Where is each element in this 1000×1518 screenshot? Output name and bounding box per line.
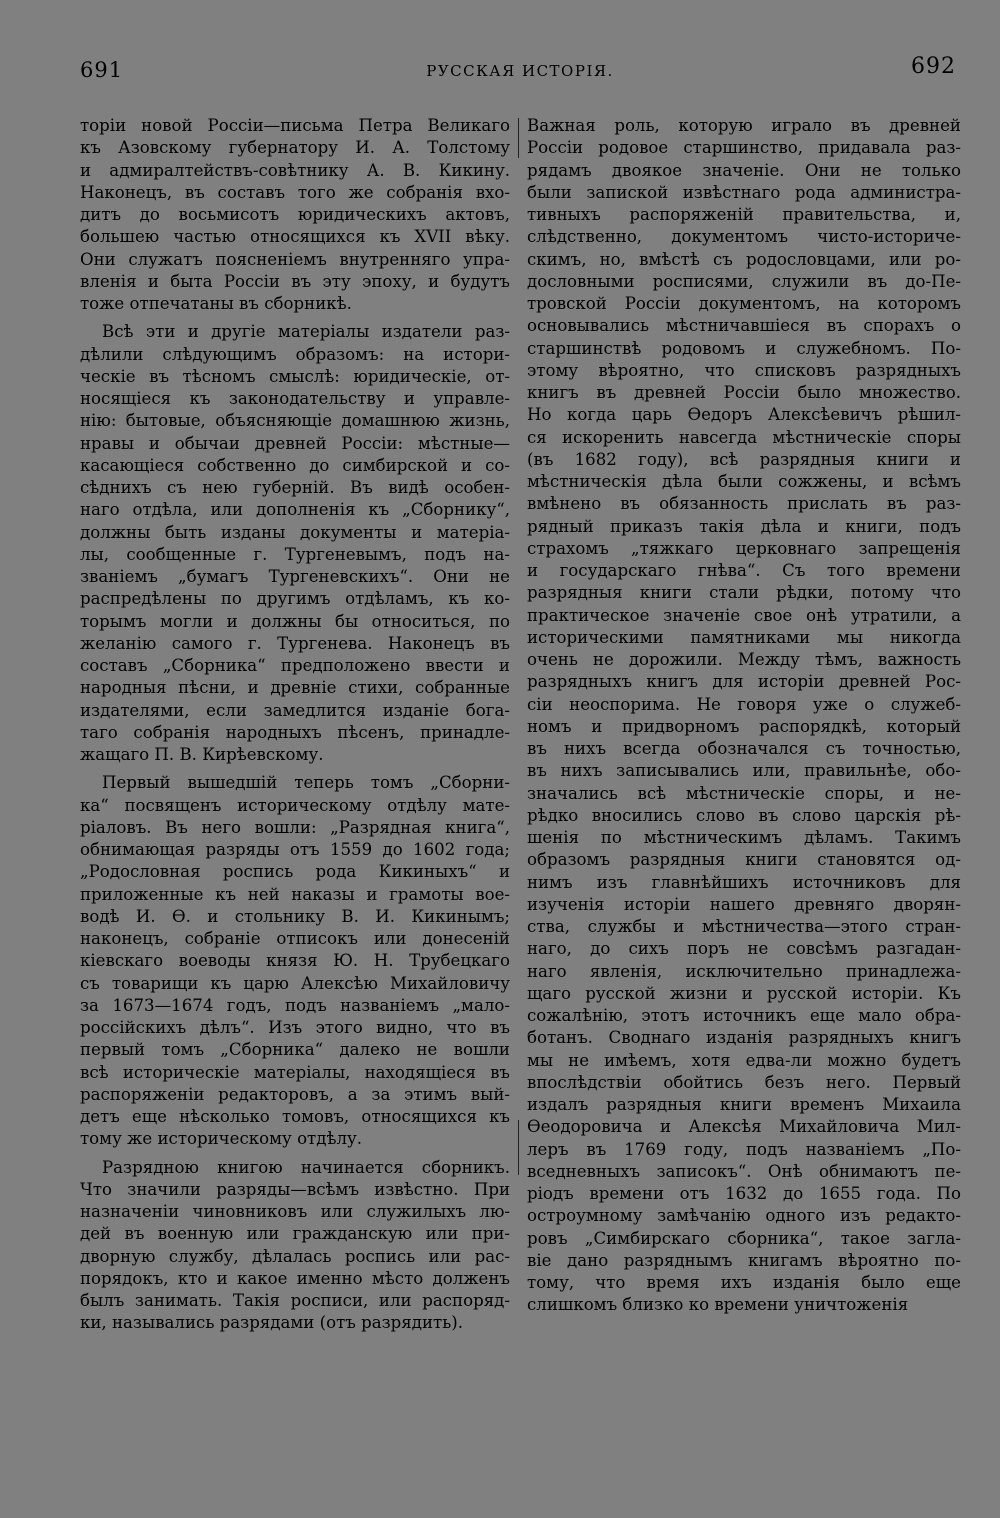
text-line: значались всѣ мѣстническіе споры, и не- (527, 783, 961, 803)
text-line: тоже отпечатаны въ сборникѣ. (80, 294, 352, 313)
text-line: касающіеся собственно до симбирской и со- (80, 455, 510, 475)
text-line: издалъ разрядныя книги временъ Михаила (527, 1095, 961, 1114)
text-line: нравы и обычаи древней Россіи: мѣстные— (80, 433, 510, 453)
text-line: жащаго П. В. Кирѣевскому. (80, 745, 324, 764)
text-line: ботанъ. Своднаго изданія разрядныхъ книгъ (527, 1028, 961, 1048)
text-line: были запиской извѣстнаго рода администра- (527, 182, 961, 202)
text-line: номъ и придворномъ распорядкѣ, который (527, 716, 961, 736)
text-line: историческими памятниками мы никогда (527, 627, 961, 647)
text-line: Но когда царь Ѳедоръ Алексѣевичъ рѣшил- (527, 405, 961, 425)
text-line: народныя пѣсни, и древніе стихи, собранные (80, 678, 510, 698)
text-line: слишкомъ близко ко времени уничтоженія (527, 1295, 909, 1315)
page-number-left: 691 (80, 58, 124, 82)
text-line: и государскаго гнѣва“. Съ того времени (527, 561, 961, 580)
running-title: РУССКАЯ ИСТОРІЯ. (426, 62, 614, 80)
text-line: лы, сообщенные г. Тургеневымъ, подъ на- (80, 544, 510, 564)
text-line: Что значили разряды—всѣмъ извѣстно. При (80, 1179, 510, 1199)
text-line: нимъ изъ главнѣйшихъ источниковъ для (527, 872, 961, 892)
text-line: россійскихъ дѣлъ“. Изъ этого видно, что въ (80, 1018, 510, 1037)
text-line: страхомъ „тяжкаго церковнаго запрещенія (527, 538, 961, 558)
text-line: изученія исторіи нашего древняго дворян- (527, 894, 961, 914)
text-line: наконецъ, собраніе отписокъ или донесеній (80, 929, 510, 948)
text-line: щаго русской жизни и русской исторіи. Къ (527, 983, 961, 1003)
text-line: ки, назывались разрядами (отъ разрядить). (80, 1313, 464, 1333)
text-line: сѣднихъ съ нею губерній. Въ видѣ особен- (80, 478, 510, 497)
text-line: таго собранія народныхъ пѣсенъ, принадле- (80, 722, 510, 742)
text-line: старшинствѣ родовомъ и служебномъ. По- (527, 338, 961, 358)
text-line: Наконецъ, въ составъ того же собранія вхо- (80, 182, 510, 202)
text-line: (въ 1682 году), всѣ разрядныя книги и (527, 449, 961, 469)
text-line: ства, службы и мѣстничества—этого стран- (527, 917, 961, 936)
text-line: практическое значеніе свое онѣ утратили, а (527, 605, 961, 625)
text-line: Всѣ эти и другіе матеріалы издатели раз- (102, 322, 510, 342)
text-line: слѣдственно, документомъ чисто-историче- (527, 227, 961, 247)
text-line: издателями, если замедлится изданіе бога- (80, 700, 510, 720)
text-line: большею частью относящихся къ XVII вѣку. (80, 227, 510, 247)
text-line: первый томъ „Сборника“ далеко не вошли (80, 1040, 510, 1060)
text-line: основывались мѣстничавшіеся въ спорахъ о (527, 316, 961, 336)
text-line: віе дано разряднымъ книгамъ вѣроятно по- (527, 1250, 961, 1270)
text-line: всѣ историческіе матеріалы, находящіеся въ (80, 1062, 510, 1082)
text-line: остроумному замѣчанію одного изъ редакто- (527, 1206, 961, 1226)
text-line: распоряженіи редакторовъ, а за этимъ вый- (80, 1084, 510, 1104)
text-line: леръ въ 1769 году, подъ названіемъ „По- (527, 1139, 961, 1159)
text-line: въ нихъ всегда обозначался съ точностью, (527, 739, 961, 758)
text-line: Они служатъ поясненіемъ внутренняго упра- (80, 249, 510, 269)
text-line: разрядныя книги стали рѣдки, потому что (527, 583, 961, 603)
text-line: торіи новой Россіи—письма Петра Великаго (80, 116, 510, 135)
text-line: должны быть изданы документы и матеріа- (80, 522, 510, 542)
text-line: тому, что время ихъ изданія было еще (527, 1273, 961, 1292)
text-line: тому же историческому отдѣлу. (80, 1129, 363, 1149)
text-line: за 1673—1674 годъ, подъ названіемъ „мало- (80, 995, 510, 1015)
text-line: шенія по мѣстническимъ дѣламъ. Такимъ (527, 828, 961, 847)
text-line: дей въ военную или гражданскую или при- (80, 1224, 510, 1244)
text-line: рядамъ двоякое значеніе. Они не только (527, 160, 961, 180)
column-divider (518, 1120, 519, 1175)
text-line: Ѳеодоровича и Алексѣя Михайловича Мил- (527, 1117, 961, 1137)
text-line: скимъ, но, вмѣстѣ съ родословцами, или ро- (527, 249, 961, 269)
paragraph (80, 115, 510, 315)
text-line: Первый вышедшій теперь томъ „Сборни- (102, 773, 510, 793)
text-line: ріодъ времени отъ 1632 до 1655 года. По (527, 1184, 961, 1203)
text-line: дѣлили слѣдующимъ образомъ: на истори- (80, 344, 510, 364)
text-line: дворную службу, дѣлалась роспись или рас- (80, 1246, 510, 1266)
text-line: рѣдко вносились слово въ слово царскія рѣ- (527, 805, 961, 825)
text-line: былъ занимать. Такія росписи, или распоряд- (80, 1291, 510, 1310)
text-line: ся искоренить навсегда мѣстническіе споры (527, 427, 961, 447)
text-line: детъ еще нѣсколько томовъ, относящихся къ (80, 1107, 510, 1126)
text-line: ка“ посвященъ историческому отдѣлу мате- (80, 795, 510, 815)
text-line: вмѣнено въ обязанность прислать въ раз- (527, 494, 961, 514)
text-line: и адмиралтействъ-совѣтнику А. В. Кикину. (80, 160, 510, 180)
text-line: вленія и быта Россіи въ эту эпоху, и будутъ (80, 271, 510, 291)
text-line: впослѣдствіи обойтись безъ него. Первый (527, 1072, 961, 1092)
text-line: вседневныхъ записокъ“. Онѣ обнимаютъ пе- (527, 1161, 961, 1181)
text-line: книгъ въ древней Россіи было множество. (527, 383, 961, 402)
text-line: желанію самого г. Тургенева. Наконецъ въ (80, 633, 510, 653)
text-line: „Родословная роспись рода Кикиныхъ“ и (80, 862, 510, 882)
paragraph (80, 321, 510, 766)
text-line: порядокъ, кто и какое именно мѣсто долженъ (80, 1268, 510, 1288)
text-line: званіемъ „бумагъ Тургеневскихъ“. Они не (80, 567, 510, 586)
text-line: ческіе въ тѣсномъ смыслѣ: юридическіе, от- (80, 366, 510, 386)
text-line: тивныхъ распоряженій правительства, и, (527, 205, 961, 224)
text-line: очень не дорожили. Между тѣмъ, важность (527, 650, 961, 669)
paragraph (80, 772, 510, 1150)
text-line: водѣ И. Ѳ. и стольнику В. И. Кикинымъ; (80, 906, 510, 926)
text-line: въ нихъ записывались или, правильнѣе, обо- (527, 761, 961, 781)
text-line: распредѣлены по другимъ отдѣламъ, къ ко- (80, 589, 510, 609)
text-line: кіевскаго воеводы князя Ю. Н. Трубецкаго (80, 951, 510, 971)
text-line: составъ „Сборника“ предположено ввести и (80, 656, 510, 675)
text-line: рядный приказъ такія дѣла и книги, подъ (527, 516, 961, 536)
text-line: нію: бытовые, объясняющіе домашнюю жизнь, (80, 411, 510, 431)
text-line: наго, до сихъ поръ не совсѣмъ разгадан- (527, 939, 961, 959)
text-line: приложенные къ ней наказы и грамоты вое- (80, 884, 510, 904)
text-line: тровской Россіи документомъ, на которомъ (527, 294, 961, 313)
text-line: наго явленія, исключительно принадлежа- (527, 961, 961, 981)
text-line: съ товарищи къ царю Алексѣю Михайловичу (80, 973, 510, 993)
text-line: Разрядною книгою начинается сборникъ. (102, 1157, 510, 1177)
column-divider (518, 118, 519, 158)
text-line: наго отдѣла, или дополненія къ „Сборнику“, (80, 500, 510, 520)
text-line: Россіи родовое старшинство, придавала раз- (527, 138, 961, 158)
page-number-right: 692 (911, 54, 956, 79)
text-line: ровъ „Симбирскаго сборника“, такое загла- (527, 1228, 961, 1248)
text-line: сіи неоспорима. Не говоря уже о служеб- (527, 694, 961, 714)
text-line: къ Азовскому губернатору И. А. Толстому (80, 138, 510, 158)
left-column (80, 115, 510, 1335)
text-line: образомъ разрядныя книги становятся од- (527, 850, 961, 870)
text-line: дословными росписями, служили въ до-Пе- (527, 271, 961, 291)
text-line: дитъ до восьмисотъ юридическихъ актовъ, (80, 205, 510, 224)
right-column (527, 115, 961, 1317)
page-header (80, 54, 960, 88)
text-line: разрядныхъ книгъ для исторіи древней Рос- (527, 672, 961, 692)
text-line: ріаловъ. Въ него вошли: „Разрядная книга“, (80, 817, 510, 837)
text-line: носящіеся къ законодательству и управле- (80, 389, 510, 408)
paragraph (527, 115, 961, 1317)
paragraph (80, 1157, 510, 1335)
text-line: назначеніи чиновниковъ или служилыхъ лю- (80, 1202, 510, 1221)
text-line: сожалѣнію, этотъ источникъ еще мало обра- (527, 1006, 961, 1025)
text-line: Важная роль, которую играло въ древней (527, 116, 961, 135)
text-line: мѣстническія дѣла были сожжены, и всѣмъ (527, 472, 961, 491)
text-line: мы не имѣемъ, хотя едва-ли можно будетъ (527, 1050, 961, 1070)
text-line: обнимающая разряды отъ 1559 до 1602 года; (80, 840, 510, 859)
text-line: торымъ могли и должны бы относиться, по (80, 611, 510, 631)
text-line: этому вѣроятно, что списковъ разрядныхъ (527, 360, 961, 380)
